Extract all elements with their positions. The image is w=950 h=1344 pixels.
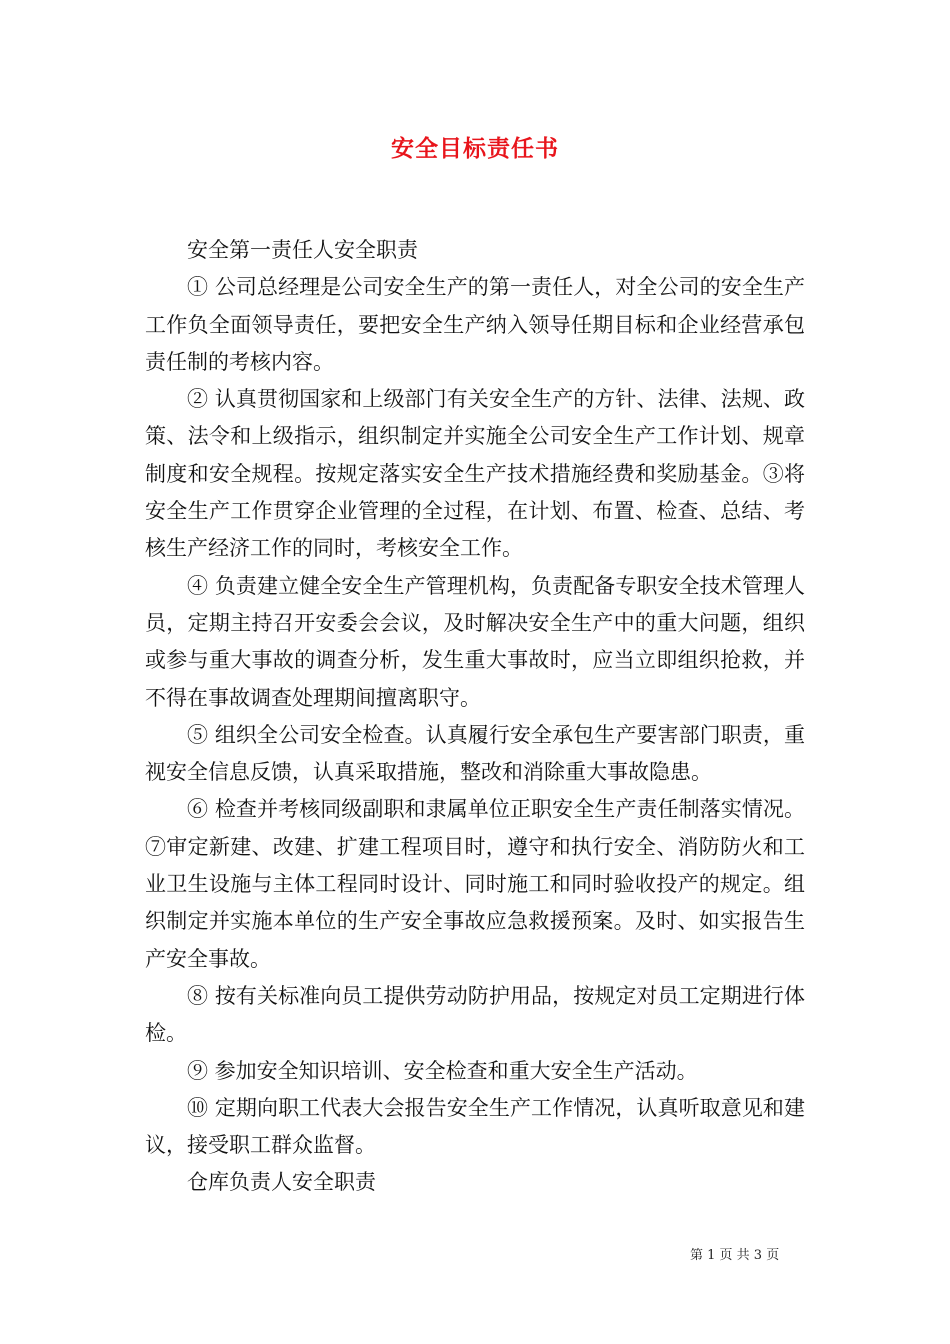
paragraph-item-9: ⑨ 参加安全知识培训、安全检查和重大安全生产活动。 (187, 1058, 698, 1083)
page-number-footer: 第 1 页 共 3 页 (690, 1248, 780, 1263)
document-body (145, 232, 805, 1202)
paragraph-item-10: ⑩ 定期向职工代表大会报告安全生产工作情况，认真听取意见和建议，接受职工群众监督。 (145, 1095, 805, 1158)
paragraph-item-1: ① 公司总经理是公司安全生产的第一责任人，对全公司的安全生产工作负全面领导责任，要把安全生产纳入领导任期目标和企业经营承包责任制的考核内容。 (145, 275, 805, 374)
section-heading-first-responsible: 安全第一责任人安全职责 (187, 238, 418, 262)
paragraph-item-5: ⑤ 组织全公司安全检查。认真履行安全承包生产要害部门职责，重视安全信息反馈，认真采取措施，整改和消除重大事故隐患。 (145, 722, 805, 785)
section-heading-warehouse: 仓库负责人安全职责 (187, 1170, 376, 1195)
paragraph-item-2-3: ② 认真贯彻国家和上级部门有关安全生产的方针、法律、法规、政策、法令和上级指示，组织制定并实施全公司安全生产工作计划、规章制度和安全规程。按规定落实安全生产技术措施经费和奖励基金。③将安全生产工作贯穿企业管理的全过程，在计划、布置、检查、总结、考核生产经济工作的同时，考核安全工作。 (145, 387, 805, 561)
paragraph-item-6-7: ⑥ 检查并考核同级副职和隶属单位正职安全生产责任制落实情况。⑦审定新建、改建、扩建工程项目时，遵守和执行安全、消防防火和工业卫生设施与主体工程同时设计、同时施工和同时验收投产的规定。组织制定并实施本单位的生产安全事故应急救援预案。及时、如实报告生产安全事故。 (145, 797, 805, 971)
paragraph-item-8: ⑧ 按有关标准向员工提供劳动防护用品，按规定对员工定期进行体检。 (145, 983, 805, 1046)
paragraph-item-4: ④ 负责建立健全安全生产管理机构，负责配备专职安全技术管理人员，定期主持召开安委会会议，及时解决安全生产中的重大问题，组织或参与重大事故的调查分析，发生重大事故时，应当立即组织抢救，并不得在事故调查处理期间擅离职守。 (145, 573, 805, 710)
document-title: 安全目标责任书 (391, 136, 559, 162)
